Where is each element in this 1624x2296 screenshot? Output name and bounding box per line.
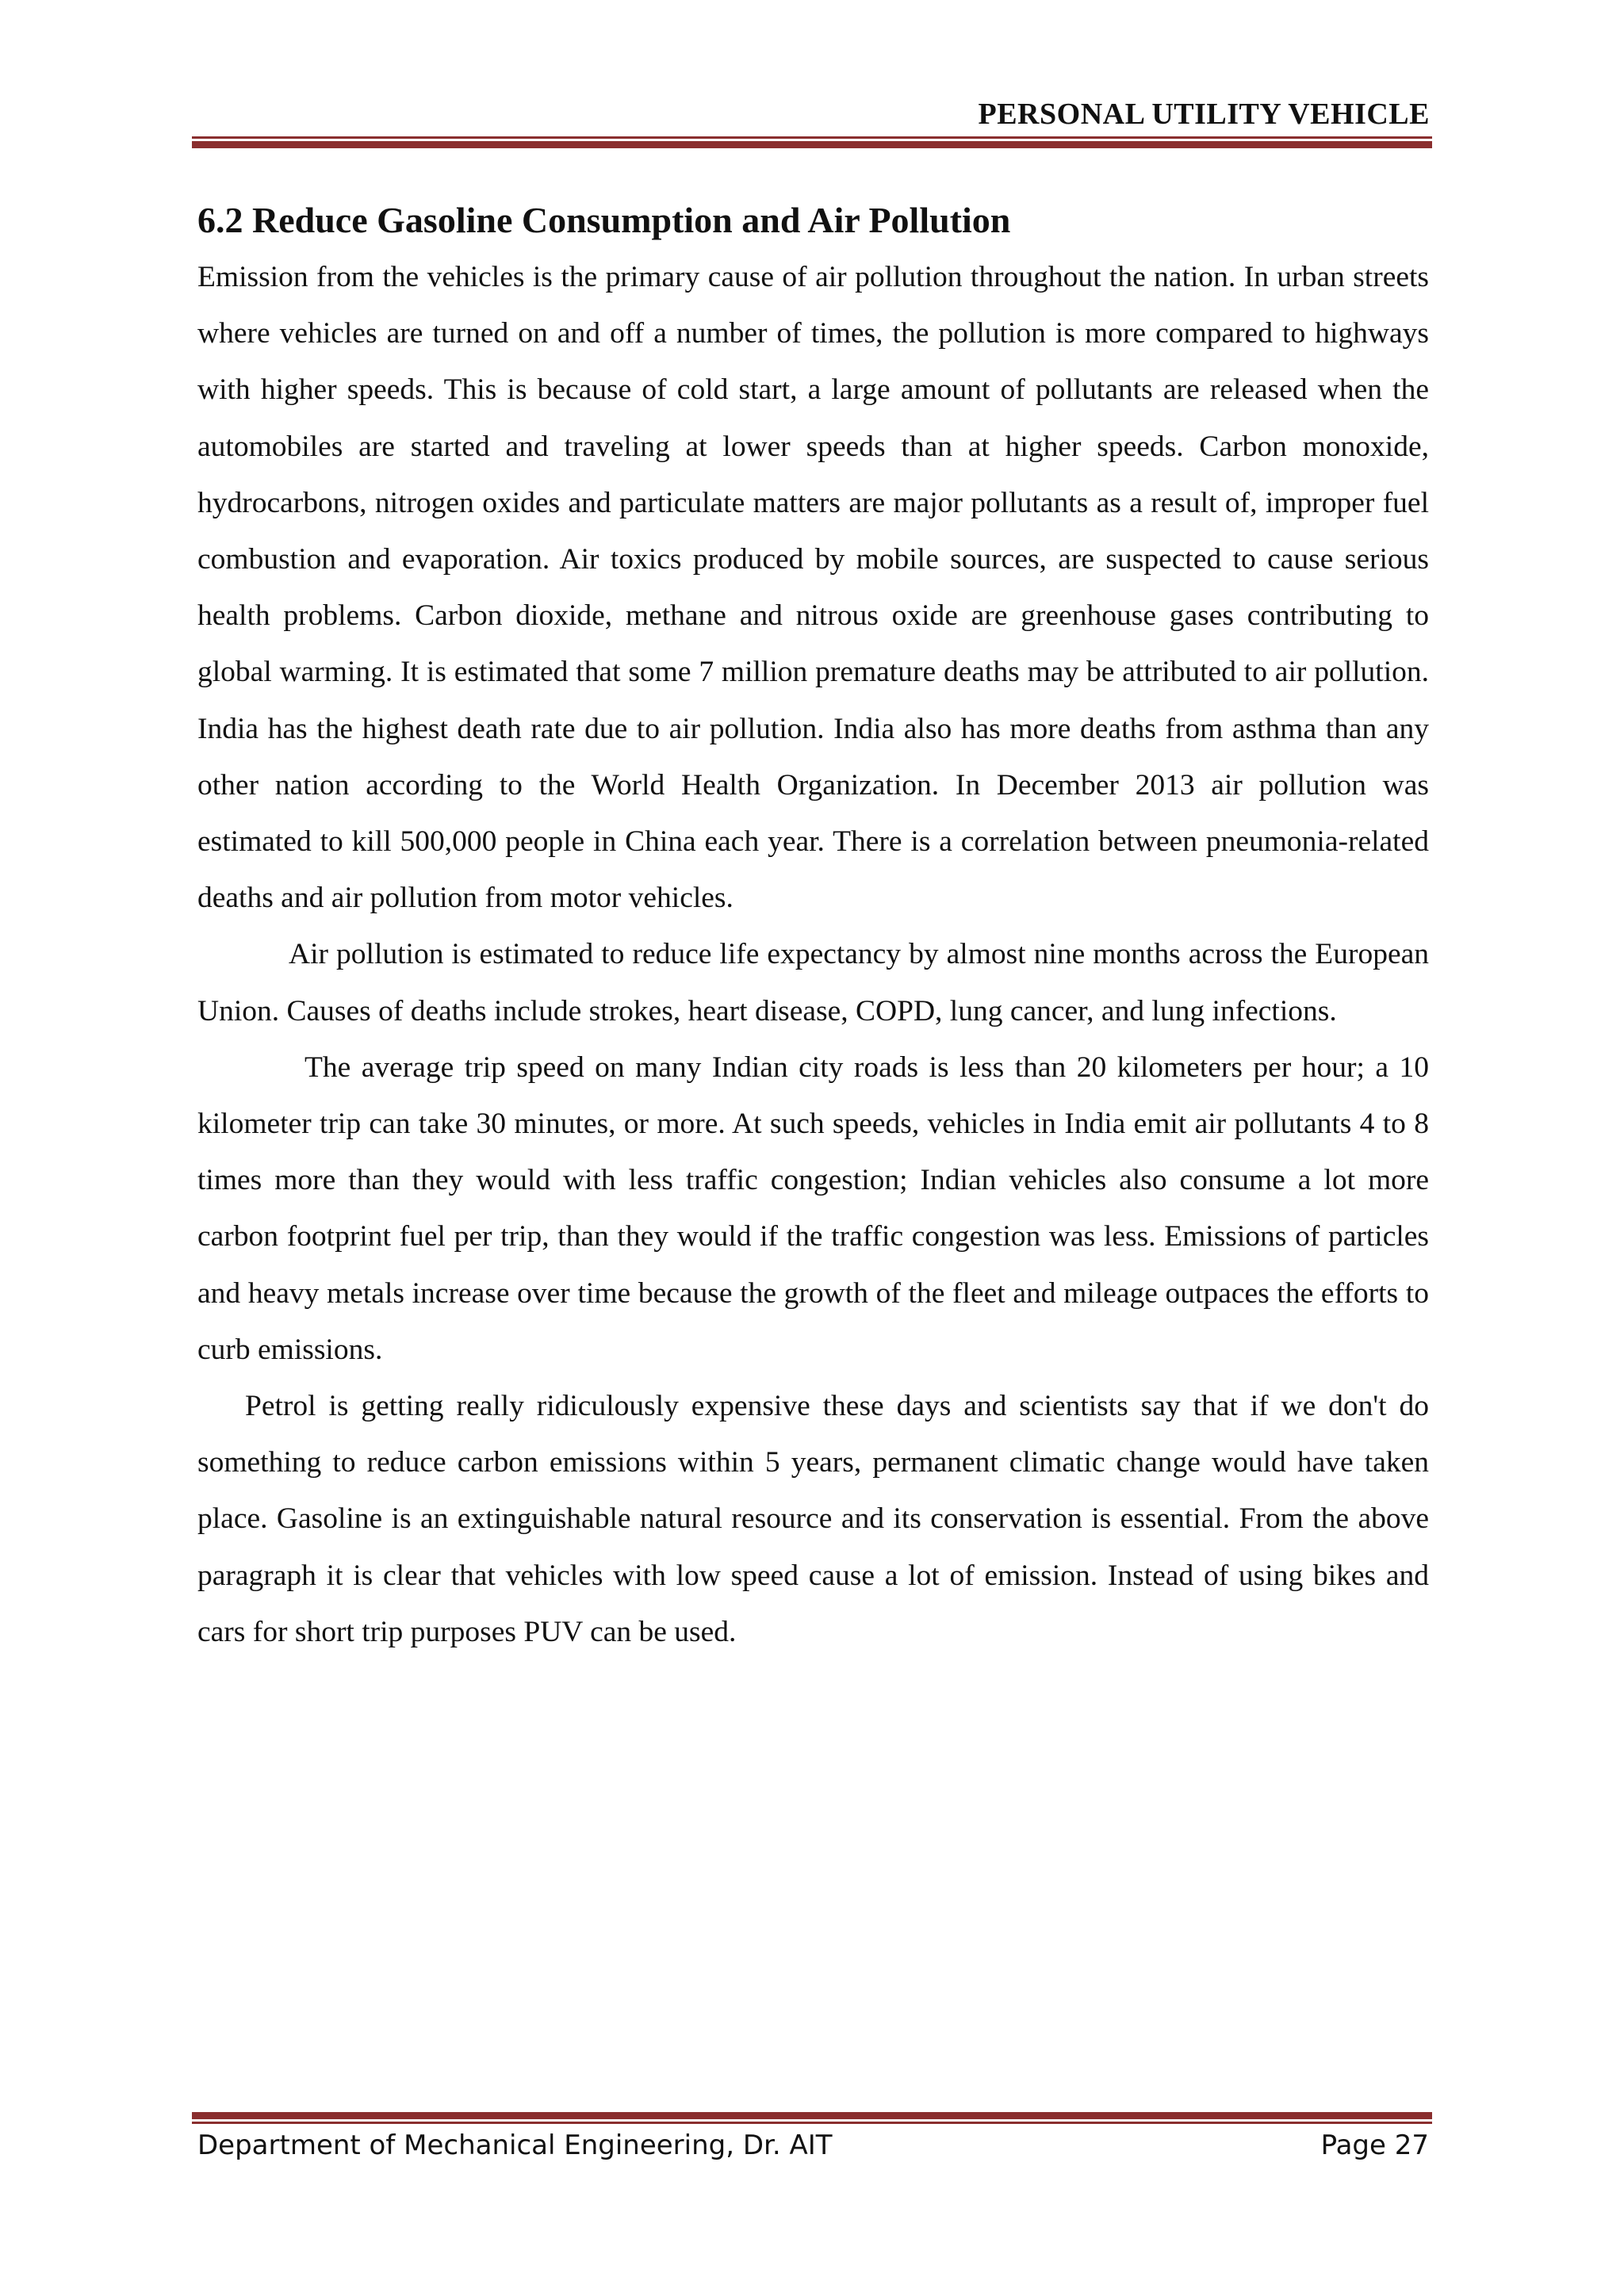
header-rule <box>192 136 1432 148</box>
section-heading: 6.2 Reduce Gasoline Consumption and Air Pollution <box>197 200 1011 240</box>
header-rule-thick-line <box>192 141 1432 148</box>
page-footer <box>197 2130 1429 2161</box>
paragraph-emissions: Emission from the vehicles is the primary cause of air pollution throughout the nation. In urban streets where vehicles are turned on and off a number of times, the pollution is more compared to highways with higher speeds. This is because of cold start, a large amount of pollutants are released when the automobiles are started and traveling at lower speeds than at higher speeds. Carbon monoxide, hydrocarbons, nitrogen oxides and particulate matters are major pollutants as a result of, improper fuel combustion and evaporation. Air toxics produced by mobile sources, are suspected to cause serious health problems. Carbon dioxide, methane and nitrous oxide are greenhouse gases contributing to global warming. It is estimated that some 7 million premature deaths may be attributed to air pollution. India has the highest death rate due to air pollution. India also has more deaths from asthma than any other nation according to the World Health Organization. In December 2013 air pollution was estimated to kill 500,000 people in China each year. There is a correlation between pneumonia-related deaths and air pollution from motor vehicles. <box>197 261 1429 915</box>
running-header-title: PERSONAL UTILITY VEHICLE <box>978 98 1430 131</box>
footer-department: Department of Mechanical Engineering, Dr. AIT <box>197 2130 833 2161</box>
footer-rule-thick-line <box>192 2112 1432 2119</box>
footer-page-number: Page 27 <box>1320 2130 1429 2161</box>
footer-rule <box>192 2112 1432 2124</box>
paragraph-life-expectancy: Air pollution is estimated to reduce life expectancy by almost nine months across the European Union. Causes of deaths include strokes, heart disease, COPD, lung cancer, and lung infections. <box>197 938 1429 1027</box>
footer-rule-thin-line <box>192 2122 1432 2124</box>
paragraph-petrol: Petrol is getting really ridiculously expensive these days and scientists say that if we don't do something to reduce carbon emissions within 5 years, permanent climatic change would have taken place. Gasoline is an extinguishable natural resource and its conservation is essential. From the above paragraph it is clear that vehicles with low speed cause a lot of emission. Instead of using bikes and cars for short trip purposes PUV can be used. <box>197 1390 1429 1648</box>
paragraph-trip-speed: The average trip speed on many Indian city roads is less than 20 kilometers per hour; a 10 kilometer trip can take 30 minutes, or more. At such speeds, vehicles in India emit air pollutants 4 to 8 times more than they would with less traffic congestion; Indian vehicles also consume a lot more carbon footprint fuel per trip, than they would if the traffic congestion was less. Emissions of particles and heavy metals increase over time because the growth of the fleet and mileage outpaces the efforts to curb emissions. <box>197 1050 1429 1366</box>
page-content <box>197 197 1429 1660</box>
